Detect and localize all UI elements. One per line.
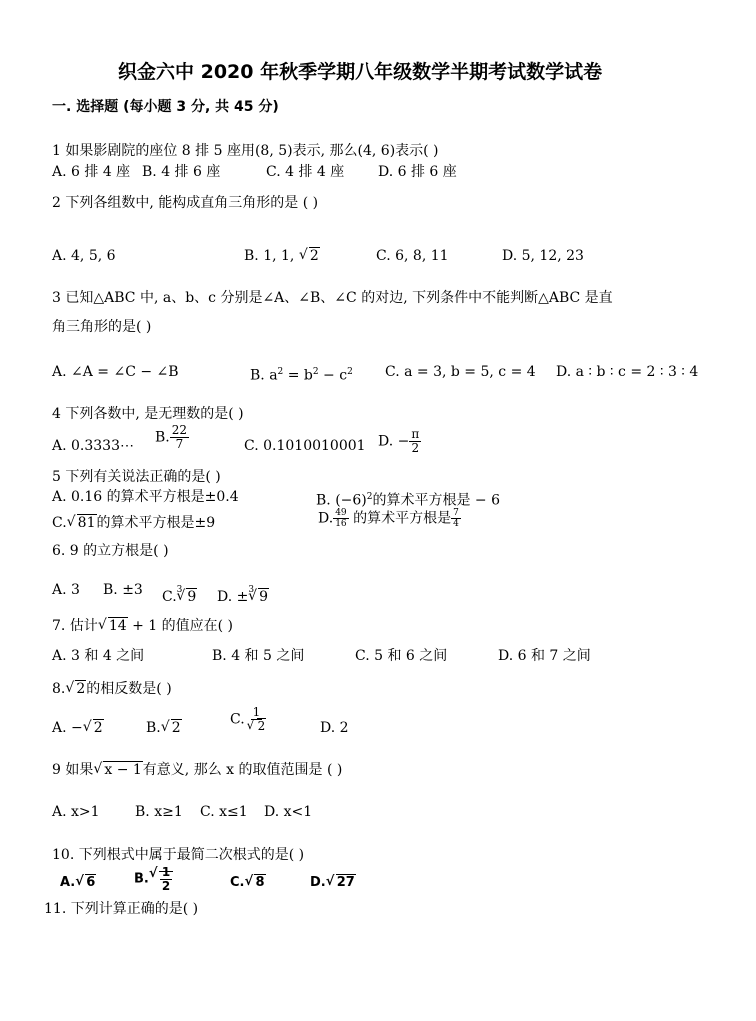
q10-option-b-pre: B. bbox=[134, 871, 149, 887]
q9-option-b: B. x≥1 bbox=[135, 804, 183, 820]
frac-denominator: 16 bbox=[335, 519, 347, 529]
sqrt-symbol bbox=[93, 761, 142, 779]
question-5-stem: 5 下列有关说法正确的是( ) bbox=[52, 469, 221, 485]
q1-option-a: A. 6 排 4 座 bbox=[52, 164, 131, 180]
question-10-stem: 10. 下列根式中属于最简二次根式的是( ) bbox=[52, 847, 305, 863]
sqrt-symbol bbox=[161, 719, 182, 737]
q6-radicand: 9 bbox=[259, 589, 269, 605]
q2-option-c: C. 6, 8, 11 bbox=[376, 248, 449, 264]
q1-option-d: D. 6 排 6 座 bbox=[378, 164, 457, 180]
q10-fraction-1-2 bbox=[160, 866, 172, 893]
frac-denominator: 7 bbox=[175, 437, 184, 451]
q8-option-c-pre: C. bbox=[230, 711, 245, 728]
q8-option-c bbox=[230, 706, 268, 733]
question-6-stem: 6. 9 的立方根是( ) bbox=[52, 543, 169, 559]
q2-option-b bbox=[244, 247, 320, 265]
frac-numerator: 22 bbox=[171, 423, 188, 437]
q7-option-c: C. 5 和 6 之间 bbox=[355, 648, 448, 664]
question-7-stem bbox=[52, 617, 233, 635]
q7-option-d: D. 6 和 7 之间 bbox=[498, 648, 591, 664]
cube-root-index: 3 bbox=[176, 585, 183, 595]
q3-option-a: A. ∠A = ∠C − ∠B bbox=[52, 364, 179, 380]
q3-option-d: D. a ∶ b ∶ c = 2 ∶ 3 ∶ 4 bbox=[556, 364, 699, 380]
q10-option-c bbox=[230, 874, 266, 892]
frac-denominator: 2 bbox=[411, 441, 420, 455]
page-title: 织金六中 2020 年秋季学期八年级数学半期考试数学试卷 bbox=[118, 61, 603, 83]
q3-option-c: C. a = 3, b = 5, c = 4 bbox=[385, 364, 536, 380]
sqrt-symbol bbox=[326, 874, 356, 892]
q9-option-d: D. x<1 bbox=[264, 804, 313, 820]
q8-stem-post: 的相反数是( ) bbox=[86, 681, 172, 697]
cube-root-symbol bbox=[176, 588, 197, 606]
sqrt-symbol bbox=[299, 247, 320, 265]
q2-option-a: A. 4, 5, 6 bbox=[52, 248, 116, 264]
q5-exp: 2 bbox=[366, 492, 373, 502]
q3-option-b-mid2: − c bbox=[318, 367, 348, 384]
q8-fraction-1-sqrt2 bbox=[245, 706, 269, 733]
q4-option-d-pre: D. − bbox=[378, 433, 410, 450]
cube-root-symbol bbox=[248, 588, 269, 606]
frac-denominator bbox=[245, 720, 269, 733]
question-3-stem-line-1: 3 已知△ABC 中, a、b、c 分别是∠A、∠B、∠C 的对边, 下列条件中不能判断△ABC 是直 bbox=[52, 290, 613, 306]
q5-option-d bbox=[318, 508, 461, 529]
frac-denominator: 4 bbox=[453, 519, 459, 529]
q8-option-a-pre: A. − bbox=[52, 720, 83, 736]
question-11-stem: 11. 下列计算正确的是( ) bbox=[44, 901, 199, 917]
frac-numerator: 1 bbox=[252, 705, 261, 719]
frac-numerator: 7 bbox=[453, 508, 459, 518]
q5-option-d-pre: D. bbox=[318, 510, 334, 527]
q5-fraction-7-4 bbox=[451, 508, 461, 529]
cube-root-index: 3 bbox=[248, 585, 255, 595]
q8-option-a-radicand: 2 bbox=[93, 720, 103, 736]
q7-radicand: 14 bbox=[108, 618, 127, 634]
frac-numerator: π bbox=[411, 427, 420, 441]
q3-option-b-mid: = b bbox=[283, 367, 313, 384]
q6-radicand: 9 bbox=[187, 589, 197, 605]
question-1-stem: 1 如果影剧院的座位 8 排 5 座用(8, 5)表示, 那么(4, 6)表示( ) bbox=[52, 143, 439, 159]
q1-option-b: B. 4 排 6 座 bbox=[142, 164, 221, 180]
q7-option-b: B. 4 和 5 之间 bbox=[212, 648, 305, 664]
q10-option-c-radicand: 8 bbox=[255, 875, 265, 890]
sqrt-symbol bbox=[65, 680, 86, 698]
q8-option-c-radicand: 2 bbox=[257, 719, 266, 733]
q10-option-a bbox=[60, 874, 96, 892]
frac-numerator: 49 bbox=[335, 508, 347, 518]
q4-option-d bbox=[378, 428, 421, 455]
q10-option-d bbox=[310, 874, 356, 892]
q8-option-a bbox=[52, 719, 104, 737]
q6-option-d-pre: D. ± bbox=[217, 589, 249, 605]
q5-option-c-radicand: 81 bbox=[77, 515, 96, 531]
q9-stem-pre: 9 如果 bbox=[52, 762, 94, 778]
q10-option-c-pre: C. bbox=[230, 875, 245, 890]
q6-option-c-pre: C. bbox=[162, 589, 177, 605]
q2-option-d: D. 5, 12, 23 bbox=[502, 248, 584, 264]
q9-option-c: C. x≤1 bbox=[200, 804, 248, 820]
q5-option-c-post: 的算术平方根是±9 bbox=[96, 515, 216, 531]
q5-option-a: A. 0.16 的算术平方根是±0.4 bbox=[52, 489, 239, 505]
question-8-stem bbox=[52, 680, 172, 698]
q9-radicand: x − 1 bbox=[104, 762, 142, 778]
q5-option-b-pre: B. (−6) bbox=[316, 492, 367, 509]
q7-stem-post: + 1 的值应在( ) bbox=[127, 618, 234, 634]
q5-option-b bbox=[316, 488, 500, 510]
q3-exp-3: 2 bbox=[347, 367, 353, 377]
q8-option-b-radicand: 2 bbox=[171, 720, 181, 736]
q10-option-d-pre: D. bbox=[310, 875, 326, 890]
q5-option-c-pre: C. bbox=[52, 515, 67, 531]
q3-option-b bbox=[250, 363, 353, 385]
frac-numerator: √ 1 bbox=[161, 865, 171, 879]
q2-option-b-radicand: 2 bbox=[309, 248, 319, 264]
q3-exp-2: 2 bbox=[312, 367, 319, 377]
q4-option-b-pre: B. bbox=[155, 429, 170, 446]
q8-option-b-pre: B. bbox=[146, 720, 161, 736]
sqrt-symbol bbox=[75, 874, 96, 892]
q9-option-a: A. x>1 bbox=[52, 804, 100, 820]
q8-option-b bbox=[146, 719, 182, 737]
q10-option-a-pre: A. bbox=[60, 875, 76, 890]
q3-exp-1: 2 bbox=[277, 367, 284, 377]
q7-option-a: A. 3 和 4 之间 bbox=[52, 648, 145, 664]
q6-option-c bbox=[162, 581, 197, 606]
q6-option-b: B. ±3 bbox=[103, 582, 143, 598]
q10-option-d-radicand: 27 bbox=[336, 875, 355, 890]
q4-option-a: A. 0.3333⋯ bbox=[52, 438, 134, 454]
q5-fraction-49-16 bbox=[333, 508, 348, 529]
q8-option-d: D. 2 bbox=[320, 720, 349, 736]
question-2-stem: 2 下列各组数中, 能构成直角三角形的是 ( ) bbox=[52, 195, 319, 211]
frac-denominator: 2 bbox=[161, 879, 171, 893]
q3-option-b-pre: B. a bbox=[250, 367, 278, 384]
q4-option-c: C. 0.1010010001 bbox=[244, 438, 366, 454]
q2-option-b-prefix: B. 1, 1, bbox=[244, 248, 299, 264]
question-9-stem bbox=[52, 761, 342, 779]
q1-option-c: C. 4 排 4 座 bbox=[266, 164, 345, 180]
q6-option-a: A. 3 bbox=[52, 582, 80, 598]
sqrt-symbol bbox=[247, 720, 267, 733]
q4-fraction-22-7 bbox=[170, 424, 189, 451]
q8-stem-pre: 8. bbox=[52, 681, 66, 697]
q6-option-d bbox=[217, 581, 269, 606]
question-3-stem-line-2: 角三角形的是( ) bbox=[52, 319, 152, 335]
sqrt-symbol bbox=[98, 617, 128, 635]
q5-option-d-mid: 的算术平方根是 bbox=[348, 510, 452, 527]
q8-radicand: 2 bbox=[76, 681, 86, 697]
question-4-stem: 4 下列各数中, 是无理数的是( ) bbox=[52, 406, 244, 422]
q9-stem-post: 有意义, 那么 x 的取值范围是 ( ) bbox=[142, 762, 343, 778]
q7-stem-pre: 7. 估计 bbox=[52, 618, 98, 634]
q4-fraction-pi-2 bbox=[409, 428, 421, 455]
q4-option-b bbox=[155, 424, 189, 451]
q10-option-b bbox=[134, 866, 173, 893]
sqrt-symbol bbox=[67, 514, 97, 532]
q5-option-b-post: 的算术平方根是 − 6 bbox=[372, 492, 501, 509]
q5-option-c bbox=[52, 514, 215, 532]
sqrt-symbol bbox=[83, 719, 104, 737]
sqrt-symbol bbox=[149, 866, 173, 893]
sqrt-symbol bbox=[244, 874, 265, 892]
q10-option-b-radicand bbox=[159, 865, 173, 893]
section-heading: 一. 选择题 (每小题 3 分, 共 45 分) bbox=[52, 99, 279, 115]
q10-option-a-radicand: 6 bbox=[86, 875, 96, 890]
